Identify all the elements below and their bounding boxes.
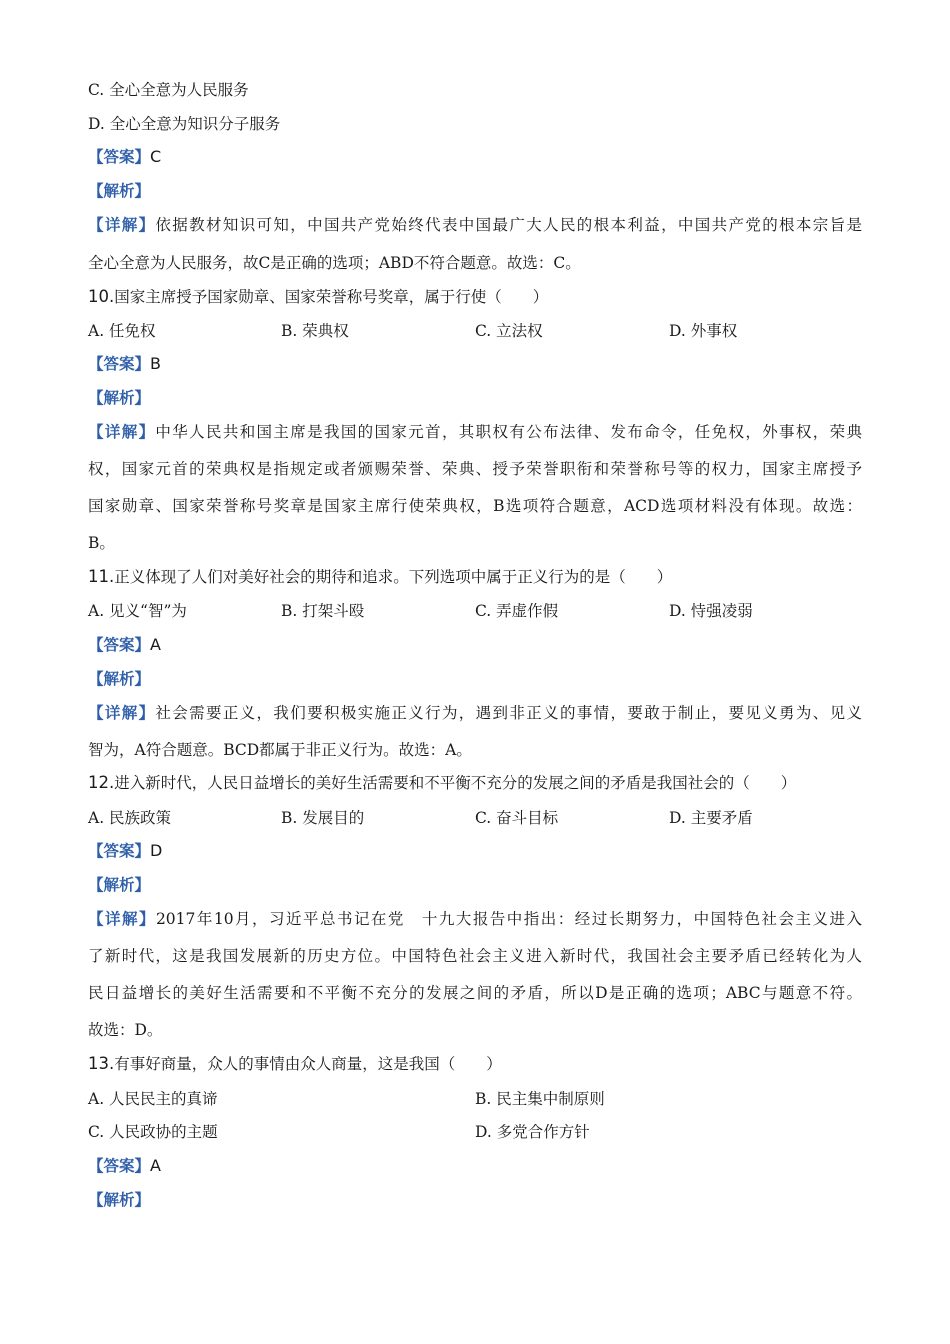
q12-option-a: A. 民族政策: [88, 809, 172, 827]
prev-option-c: C. 全心全意为人民服务: [88, 81, 249, 99]
q10-option-c: C. 立法权: [475, 322, 543, 340]
q13-answer-line: [88, 1155, 862, 1177]
q12-option-c: C. 奋斗目标: [475, 809, 559, 827]
q10-detail-line-4: B。: [88, 534, 115, 552]
detail-label: 【详解】: [88, 216, 156, 234]
q12-detail-line-4: 故选：D。: [88, 1021, 163, 1039]
detail-text: 2017年10月，习近平总书记在党 十九大报告中指出：经过长期努力，中国特色社会主义进入: [155, 910, 862, 928]
q12-option-b: B. 发展目的: [281, 809, 365, 827]
q10-option-d: D. 外事权: [669, 322, 738, 340]
q13-stem: [88, 1053, 862, 1075]
q11-option-a: A. 见义“智”为: [88, 602, 187, 620]
q11-detail-line-1: [88, 702, 862, 724]
detail-label: 【详解】: [88, 423, 156, 441]
analysis-label: 【解析】: [88, 1191, 151, 1209]
question-text: 有事好商量，众人的事情由众人商量，这是我国（ ）: [114, 1055, 502, 1073]
answer-value: C: [150, 147, 162, 166]
answer-value: A: [150, 1156, 161, 1175]
q11-stem: [88, 566, 862, 588]
prev-analysis-label: [88, 180, 862, 202]
q11-detail-line-2: 智为，A符合题意。BCD都属于非正义行为。故选：A。: [88, 741, 472, 759]
prev-option-d: D. 全心全意为知识分子服务: [88, 115, 281, 133]
detail-text: 中华人民共和国主席是我国的国家元首，其职权有公布法律、发布命令，任免权，外事权，荣典: [155, 423, 862, 441]
prev-answer-line: [88, 146, 862, 168]
q10-detail-line-2: 权，国家元首的荣典权是指规定或者颁赐荣誉、荣典、授予荣誉职衔和荣誉称号等的权力，国家主席授予: [88, 460, 862, 478]
question-number: 12.: [88, 773, 115, 792]
answer-value: D: [150, 841, 163, 860]
q10-detail-line-3: 国家勋章、国家荣誉称号奖章是国家主席行使荣典权，B选项符合题意，ACD选项材料没有体现。故选：: [88, 497, 862, 515]
analysis-label: 【解析】: [88, 670, 151, 688]
q10-stem: [88, 286, 862, 308]
analysis-label: 【解析】: [88, 182, 151, 200]
q12-detail-line-3: 民日益增长的美好生活需要和不平衡不充分的发展之间的矛盾，所以D是正确的选项；ABC与题意不符。: [88, 984, 862, 1002]
prev-detail-line-2: 全心全意为人民服务，故C是正确的选项；ABD不符合题意。故选：C。: [88, 254, 581, 272]
q11-option-d: D. 恃强凌弱: [669, 602, 753, 620]
q13-option-c: C. 人民政协的主题: [88, 1123, 218, 1141]
q12-detail-line-1: [88, 908, 862, 930]
prev-detail-line-1: [88, 214, 862, 236]
detail-text: 依据教材知识可知，中国共产党始终代表中国最广大人民的根本利益，中国共产党的根本宗旨是: [155, 216, 862, 234]
q11-answer-line: [88, 634, 862, 656]
q10-detail-line-1: [88, 421, 862, 443]
q13-analysis-label: [88, 1189, 862, 1211]
answer-value: A: [150, 635, 161, 654]
detail-text: 社会需要正义，我们要积极实施正义行为，遇到非正义的事情，要敢于制止，要见义勇为、见义: [155, 704, 862, 722]
q13-option-a: A. 人民民主的真谛: [88, 1090, 218, 1108]
answer-label: 【答案】: [88, 148, 151, 166]
q10-analysis-label: [88, 387, 862, 409]
answer-value: B: [150, 354, 161, 373]
q12-stem: [88, 772, 862, 794]
answer-label: 【答案】: [88, 355, 151, 373]
detail-label: 【详解】: [88, 704, 156, 722]
answer-label: 【答案】: [88, 842, 151, 860]
q12-detail-line-2: 了新时代，这是我国发展新的历史方位。中国特色社会主义进入新时代，我国社会主要矛盾已经转化为人: [88, 947, 862, 965]
answer-label: 【答案】: [88, 1157, 151, 1175]
q11-option-b: B. 打架斗殴: [281, 602, 365, 620]
question-number: 10.: [88, 287, 115, 306]
analysis-label: 【解析】: [88, 389, 151, 407]
q12-option-d: D. 主要矛盾: [669, 809, 753, 827]
question-text: 正义体现了人们对美好社会的期待和追求。下列选项中属于正义行为的是（ ）: [114, 568, 673, 586]
detail-label: 【详解】: [88, 910, 156, 928]
question-text: 国家主席授予国家勋章、国家荣誉称号奖章，属于行使（ ）: [114, 288, 549, 306]
q13-option-d: D. 多党合作方针: [475, 1123, 590, 1141]
question-number: 13.: [88, 1054, 115, 1073]
q10-option-a: A. 任免权: [88, 322, 156, 340]
answer-label: 【答案】: [88, 636, 151, 654]
q10-answer-line: [88, 353, 862, 375]
q12-analysis-label: [88, 874, 862, 896]
question-text: 进入新时代，人民日益增长的美好生活需要和不平衡不充分的发展之间的矛盾是我国社会的（ ）: [114, 774, 797, 792]
q12-answer-line: [88, 840, 862, 862]
q13-option-b: B. 民主集中制原则: [475, 1090, 605, 1108]
q10-option-b: B. 荣典权: [281, 322, 349, 340]
q11-analysis-label: [88, 668, 862, 690]
question-number: 11.: [88, 567, 115, 586]
analysis-label: 【解析】: [88, 876, 151, 894]
q11-option-c: C. 弄虚作假: [475, 602, 559, 620]
